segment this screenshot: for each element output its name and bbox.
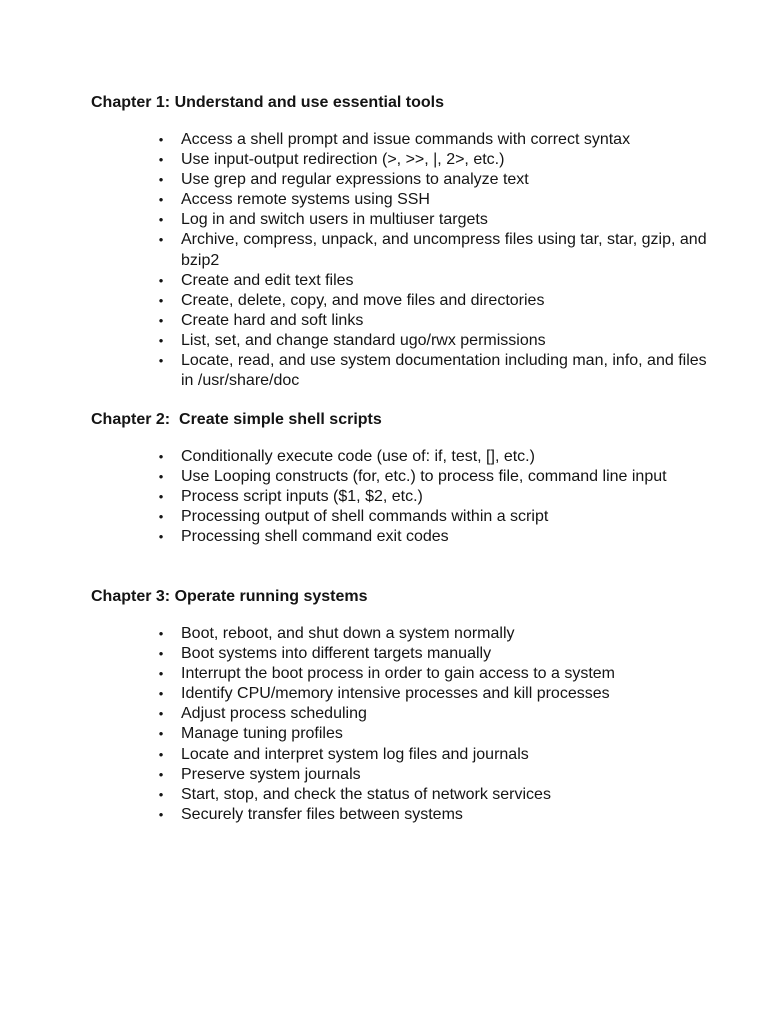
list-item-text: Identify CPU/memory intensive processes and kill processes [181, 685, 610, 703]
list-item-text: Use Looping constructs (for, etc.) to process file, command line input [181, 468, 667, 486]
bullet-icon: • [158, 449, 164, 464]
chapter-3-heading: Chapter 3: Operate running systems [91, 588, 368, 605]
list-item-text: Locate and interpret system log files and journals [181, 745, 529, 763]
list-item [91, 331, 708, 351]
list-item-text: Boot, reboot, and shut down a system normally [181, 625, 515, 642]
list-item-text: List, set, and change standard ugo/rwx permissions [181, 331, 546, 349]
list-item [91, 624, 708, 644]
list-item [91, 805, 708, 825]
bullet-icon: • [158, 172, 164, 188]
list-item [91, 311, 708, 331]
bullet-icon: • [158, 353, 164, 369]
chapter-1-heading: Chapter 1: Understand and use essential tools [91, 94, 444, 111]
list-item [91, 130, 708, 150]
list-item-text: Access a shell prompt and issue commands with correct syntax [181, 131, 631, 148]
chapter-2-section [91, 410, 708, 547]
list-item [91, 487, 708, 507]
bullet-icon: • [158, 272, 164, 288]
bullet-icon: • [158, 132, 164, 147]
list-item-text: Archive, compress, unpack, and uncompress files using tar, star, gzip, and bzip2 [181, 231, 707, 269]
list-item-text: Securely transfer files between systems [181, 805, 463, 823]
chapter-3-section [91, 587, 708, 825]
list-item [91, 785, 708, 805]
list-item-text: Preserve system journals [181, 765, 361, 783]
list-item-text: Use grep and regular expressions to analyze text [181, 171, 529, 189]
list-item [91, 230, 708, 270]
list-item-text: Processing shell command exit codes [181, 528, 449, 546]
list-item [91, 351, 708, 391]
bullet-icon: • [158, 626, 164, 641]
bullet-icon: • [158, 726, 164, 742]
bullet-icon: • [158, 646, 164, 662]
bullet-icon: • [158, 746, 164, 762]
list-item [91, 704, 708, 724]
list-item-text: Manage tuning profiles [181, 725, 343, 743]
bullet-icon: • [158, 292, 164, 308]
list-item-text: Create hard and soft links [181, 311, 364, 329]
bullet-icon: • [158, 786, 164, 802]
list-item [91, 291, 708, 311]
list-item [91, 210, 708, 230]
list-item-text: Access remote systems using SSH [181, 191, 430, 209]
bullet-icon: • [158, 509, 164, 525]
bullet-icon: • [158, 332, 164, 348]
bullet-icon: • [158, 529, 164, 545]
chapter-2-heading: Chapter 2: Create simple shell scripts [91, 411, 382, 428]
list-item [91, 467, 708, 487]
list-item [91, 170, 708, 190]
bullet-icon: • [158, 686, 164, 702]
chapter-1-section [91, 93, 708, 391]
chapter-2-list [91, 447, 708, 547]
chapter-1-list [91, 130, 708, 391]
list-item-text: Boot systems into different targets manually [181, 645, 492, 663]
list-item-text: Create and edit text files [181, 271, 354, 289]
list-item [91, 765, 708, 785]
list-item-text: Log in and switch users in multiuser targets [181, 211, 488, 229]
list-item-text: Locate, read, and use system documentation including man, info, and files in /usr/share/doc [181, 352, 707, 390]
bullet-icon: • [158, 232, 164, 248]
bullet-icon: • [158, 469, 164, 485]
list-item-text: Conditionally execute code (use of: if, test, [], etc.) [181, 448, 535, 465]
chapter-3-list [91, 624, 708, 825]
list-item-text: Use input-output redirection (>, >>, |, 2>, etc.) [181, 151, 505, 169]
bullet-icon: • [158, 706, 164, 722]
list-item-text: Adjust process scheduling [181, 705, 367, 723]
list-item [91, 150, 708, 170]
list-item [91, 507, 708, 527]
bullet-icon: • [158, 806, 164, 822]
list-item-text: Interrupt the boot process in order to gain access to a system [181, 665, 615, 683]
bullet-icon: • [158, 192, 164, 208]
bullet-icon: • [158, 766, 164, 782]
list-item [91, 527, 708, 547]
list-item [91, 271, 708, 291]
bullet-icon: • [158, 666, 164, 682]
list-item-text: Start, stop, and check the status of network services [181, 785, 551, 803]
list-item-text: Create, delete, copy, and move files and directories [181, 291, 545, 309]
list-item [91, 745, 708, 765]
list-item-text: Process script inputs ($1, $2, etc.) [181, 488, 423, 506]
list-item [91, 724, 708, 744]
bullet-icon: • [158, 312, 164, 328]
list-item [91, 684, 708, 704]
list-item [91, 644, 708, 664]
list-item [91, 190, 708, 210]
list-item-text: Processing output of shell commands within a script [181, 508, 549, 526]
bullet-icon: • [158, 489, 164, 505]
bullet-icon: • [158, 152, 164, 168]
list-item [91, 664, 708, 684]
bullet-icon: • [158, 212, 164, 228]
list-item [91, 447, 708, 467]
